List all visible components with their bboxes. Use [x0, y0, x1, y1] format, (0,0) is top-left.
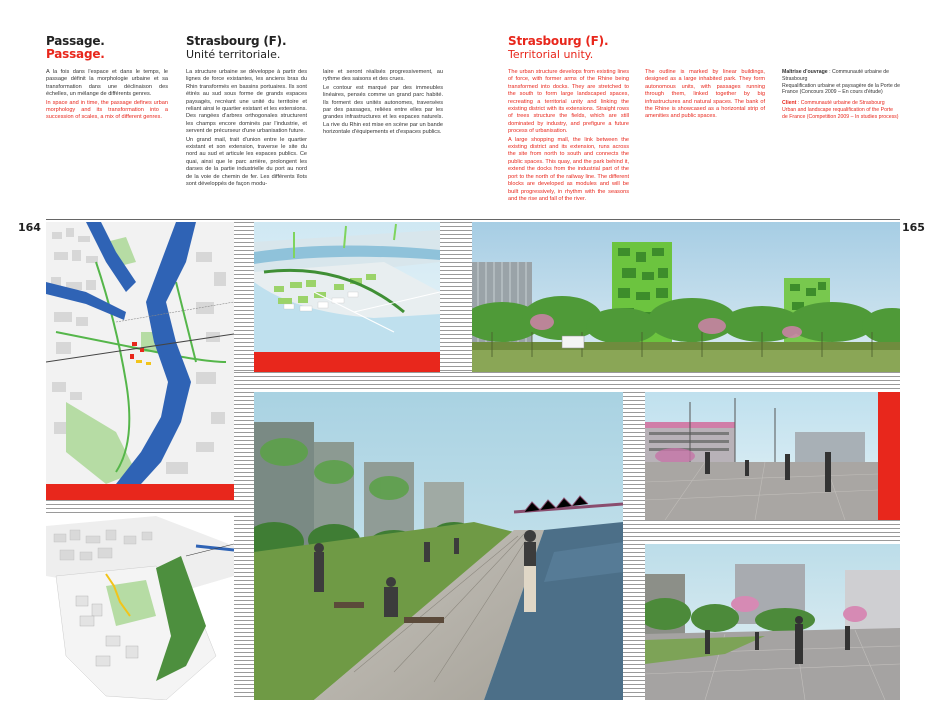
credit-client [782, 100, 900, 107]
plaza-render [645, 392, 878, 520]
red-bar [46, 484, 234, 500]
credit-client-value: : Communauté urbaine de Strasbourg [796, 100, 885, 107]
strasbourg-fr-header [186, 35, 366, 61]
massing-model [46, 516, 234, 700]
strasbourg-en-title: Strasbourg (F). [508, 34, 609, 48]
strasbourg-fr-col1 [186, 69, 307, 190]
credit-client-desc: Urban and landscape requalification of the Porte de France (Competition 2009 – In studies process) [782, 106, 899, 120]
stripe-fill [234, 372, 900, 392]
passage-title-en: Passage. [46, 47, 105, 61]
red-bar [878, 392, 900, 520]
green-facade-view [472, 222, 900, 372]
stripe-fill [440, 222, 472, 372]
page-number-right: 165 [902, 221, 925, 234]
page-number-left: 164 [18, 221, 41, 234]
passage-body [46, 69, 168, 123]
stripe-fill [234, 222, 254, 372]
strasbourg-fr-col2-p1: laire et seront réalisés progressivement, au rythme des saisons et des crues. [323, 69, 443, 83]
strasbourg-fr-title: Strasbourg (F). [186, 34, 287, 48]
credit-owner-desc: Requalification urbaine et paysagère de la Porte de France (Concours 2009 – En cours d'étude) [782, 82, 900, 96]
strasbourg-fr-subtitle: Unité territoriale. [186, 48, 281, 61]
strasbourg-fr-col1-p1: La structure urbaine se développe à partir des lignes de force existantes, les anciens bras du Rhin transformés en bassins portuaires. Ils sont étirés au sud sous forme de grands espaces paysagés, recréant une unité du territoire et reliant ainsi le quartier existant et les extensions. Des rangées d'arbres orthogonales structurent les champs encore dominés par l'industrie, et servent de précurseur d'une urbanisation future. [186, 69, 307, 135]
strasbourg-en-col2-p1: The outline is marked by linear buildings, designed as a large inhabited park. They form autonomous units, with passages running through them, linked together by big infrastructures and natural spaces. The bank of the Rhine is showcased as a horizontal strip of amenities and public spaces. [645, 69, 765, 120]
strasbourg-fr-col1-p2: Un grand mail, trait d'union entre le quartier existant et son extension, traverse le site du nord au sud et articule les espaces publics. Ce quai, ainsi que le parc arrière, prolongent les darses de la partie industrielle du port au nord de la voie de chemin de fer. Les différents îlots sont développés de façon modu- [186, 136, 307, 188]
stripe-fill [645, 520, 878, 544]
strasbourg-en-header [508, 35, 688, 61]
passage-section [46, 35, 166, 61]
strasbourg-en-subtitle: Territorial unity. [508, 48, 594, 61]
passage-body-fr: A la fois dans l'espace et dans le temps, le passage définit la morphologie urbaine et sa transformation dans une déclinaison des échelles, un mélange de différents genres. [46, 69, 168, 98]
credit-client-label: Client [782, 100, 797, 107]
stripe-fill [234, 392, 254, 700]
header-rule [46, 219, 900, 220]
stripe-fill [623, 392, 645, 700]
red-bar [254, 352, 440, 372]
strasbourg-en-col2 [645, 69, 765, 122]
street-render [645, 544, 900, 700]
strasbourg-en-col1-p1: The urban structure develops from existing lines of force, with former arms of the Rhine being transformed into docks. They are stretched to the south to form large landscaped spaces, recreating a territorial unity and linking the existing district with its extensions. Straight rows of trees structure the fields, which are still dominated by industry, and prefigure a future process of urbanisation. [508, 69, 629, 135]
river-promenade-render [254, 392, 623, 700]
stripe-fill [878, 520, 900, 544]
strasbourg-fr-col2 [323, 69, 443, 138]
strasbourg-fr-col2-p2: Le contour est marqué par des immeubles linéaires, pensés comme un grand parc habité. Ils forment des unités autonomes, traversées par des passages, reliées entre elles par les grandes infrastructures et les espaces naturels. La rive du Rhin est mise en scène par un bande horizontale d'équipements et d'espaces publics. [323, 84, 443, 136]
passage-body-en: In space and in time, the passage defines urban morphology and its transformation into a succession of scales, a mix of different genres. [46, 99, 168, 121]
credits [782, 69, 900, 121]
site-plan-map [46, 222, 234, 484]
strasbourg-en-col1 [508, 69, 629, 204]
credit-owner [782, 69, 900, 83]
strasbourg-en-col1-p2: A large shopping mall, the link between the existing district and its extension, runs across the site from north to south and connects the public spaces. This quay, and the park behind it, extend the docks from the industrial part of the port to the north of the railway line. The different blocks are developed as modules and will be built progressively, in rhythm with the seasons and the rise and fall of the river. [508, 136, 629, 202]
credit-owner-value: : Communauté urbaine de Strasbourg [782, 69, 890, 82]
stripe-fill [46, 500, 234, 516]
aerial-view [254, 222, 440, 352]
credit-owner-label: Maîtrise d'ouvrage [782, 69, 828, 75]
passage-title-fr: Passage. [46, 34, 105, 48]
